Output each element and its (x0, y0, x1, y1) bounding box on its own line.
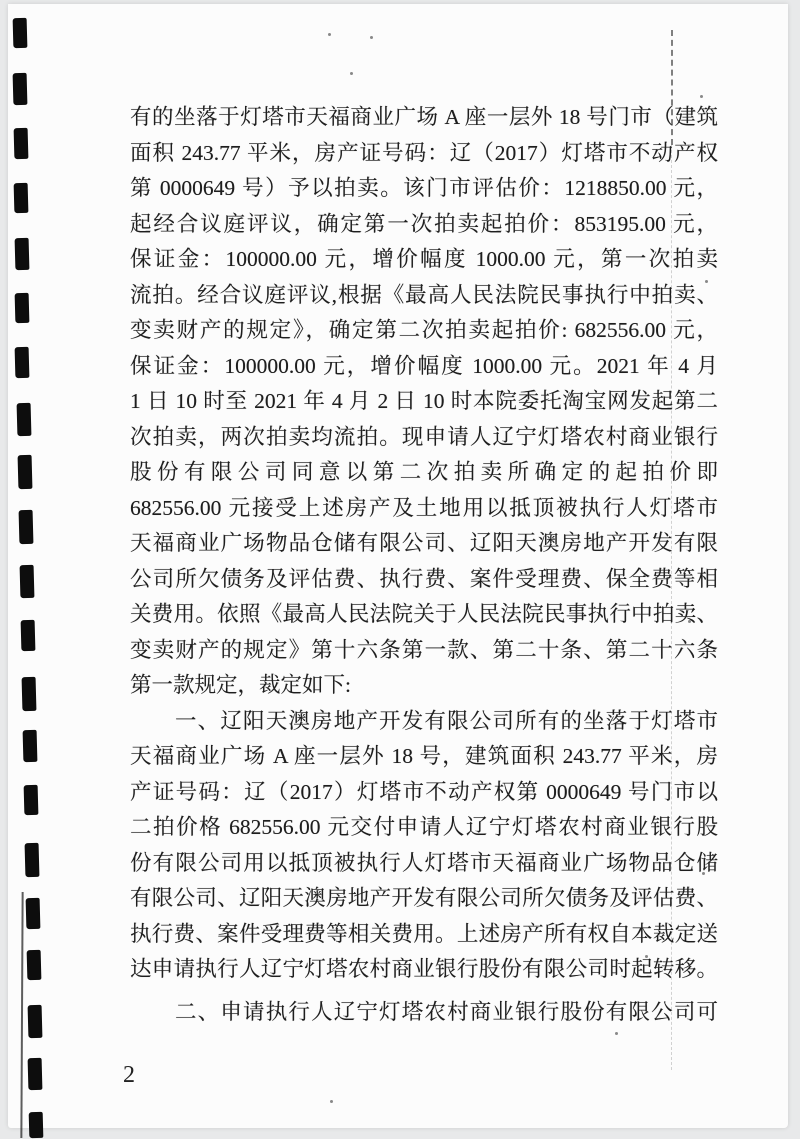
scan-speck (615, 1032, 618, 1035)
scan-speck (350, 72, 353, 75)
text-line: 股份有限公司同意以第二次拍卖所确定的起拍价即 (130, 460, 718, 484)
text-line-item-two: 二、申请执行人辽宁灯塔农村商业银行股份有限公司可 (175, 999, 718, 1024)
binding-hole-mark (24, 785, 39, 815)
binding-hole-mark (29, 1112, 44, 1138)
text-line: 第 0000649 号）予以拍卖。该门市评估价：1218850.00 元， (130, 176, 718, 200)
binding-hole-mark (21, 620, 36, 651)
text-line: 面积 243.77 平米，房产证号码：辽（2017）灯塔市不动产权 (130, 140, 718, 165)
text-line: 保证金：100000.00 元，增价幅度 1000.00 元，第一次拍卖 (130, 247, 718, 271)
scan-speck (700, 95, 703, 98)
scan-speck (370, 36, 373, 39)
binding-hole-mark (15, 238, 30, 270)
text-line: 有的坐落于灯塔市天福商业广场 A 座一层外 18 号门市（建筑 (130, 105, 718, 129)
binding-hole-mark (14, 128, 29, 159)
text-line: 第一款规定，裁定如下: (130, 673, 351, 697)
binding-hole-mark (23, 730, 38, 762)
text-line: 1 日 10 时至 2021 年 4 月 2 日 10 时本院委托淘宝网发起第二 (130, 389, 718, 413)
binding-hole-mark (26, 898, 41, 929)
text-line: 二拍价格 682556.00 元交付申请人辽宁灯塔农村商业银行股 (130, 815, 718, 839)
binding-hole-mark (17, 403, 32, 436)
binding-hole-mark (20, 565, 35, 598)
binding-hole-mark (13, 18, 28, 48)
text-line: 起经合议庭评议，确定第一次拍卖起拍价：853195.00 元， (130, 211, 718, 236)
binding-hole-mark (13, 73, 28, 105)
text-line: 682556.00 元接受上述房产及土地用以抵顶被执行人灯塔市 (130, 495, 718, 520)
scan-scratch-line (20, 892, 23, 1138)
text-line: 达申请执行人辽宁灯塔农村商业银行股份有限公司时起转移。 (130, 957, 718, 981)
text-line: 天福商业广场物品仓储有限公司、辽阳天澳房地产开发有限 (130, 531, 718, 555)
text-line: 次拍卖，两次拍卖均流拍。现申请人辽宁灯塔农村商业银行 (130, 424, 718, 449)
scan-speck (330, 1100, 333, 1103)
page-number: 2 (123, 1062, 135, 1088)
text-line: 保证金：100000.00 元，增价幅度 1000.00 元。2021 年 4 月 (130, 353, 718, 378)
text-line: 执行费、案件受理费等相关费用。上述房产所有权自本裁定送 (130, 921, 718, 946)
text-line: 份有限公司用以抵顶被执行人灯塔市天福商业广场物品仓储 (130, 850, 718, 875)
binding-hole-mark (25, 843, 40, 877)
text-line: 流拍。经合议庭评议,根据《最高人民法院民事执行中拍卖、 (130, 282, 718, 307)
text-line: 产证号码：辽（2017）灯塔市不动产权第 0000649 号门市以 (130, 779, 718, 804)
text-line: 关费用。依照《最高人民法院关于人民法院民事执行中拍卖、 (130, 602, 718, 626)
binding-hole-mark (27, 950, 42, 980)
binding-hole-mark (14, 183, 29, 213)
binding-hole-mark (22, 677, 37, 711)
text-line: 有限公司、辽阳天澳房地产开发有限公司所欠债务及评估费、 (130, 886, 718, 910)
binding-hole-mark (28, 1005, 43, 1038)
binding-hole-mark (28, 1058, 43, 1090)
text-line: 变卖财产的规定》第十六条第一款、第二十条、第二十六条 (130, 637, 718, 662)
text-line: 变卖财产的规定》，确定第二次拍卖起拍价: 682556.00 元， (130, 318, 718, 342)
document-page (8, 4, 788, 1128)
text-line-item-one: 一、辽阳天澳房地产开发有限公司所有的坐落于灯塔市 (175, 708, 718, 733)
text-line: 公司所欠债务及评估费、执行费、案件受理费、保全费等相 (130, 566, 718, 591)
binding-hole-mark (18, 455, 33, 489)
binding-hole-mark (15, 293, 30, 323)
binding-hole-mark (19, 510, 34, 544)
binding-hole-mark (15, 347, 30, 378)
body-text (130, 100, 718, 1030)
text-line: 天福商业广场 A 座一层外 18 号，建筑面积 243.77 平米，房 (130, 744, 718, 768)
scan-speck (328, 33, 331, 36)
